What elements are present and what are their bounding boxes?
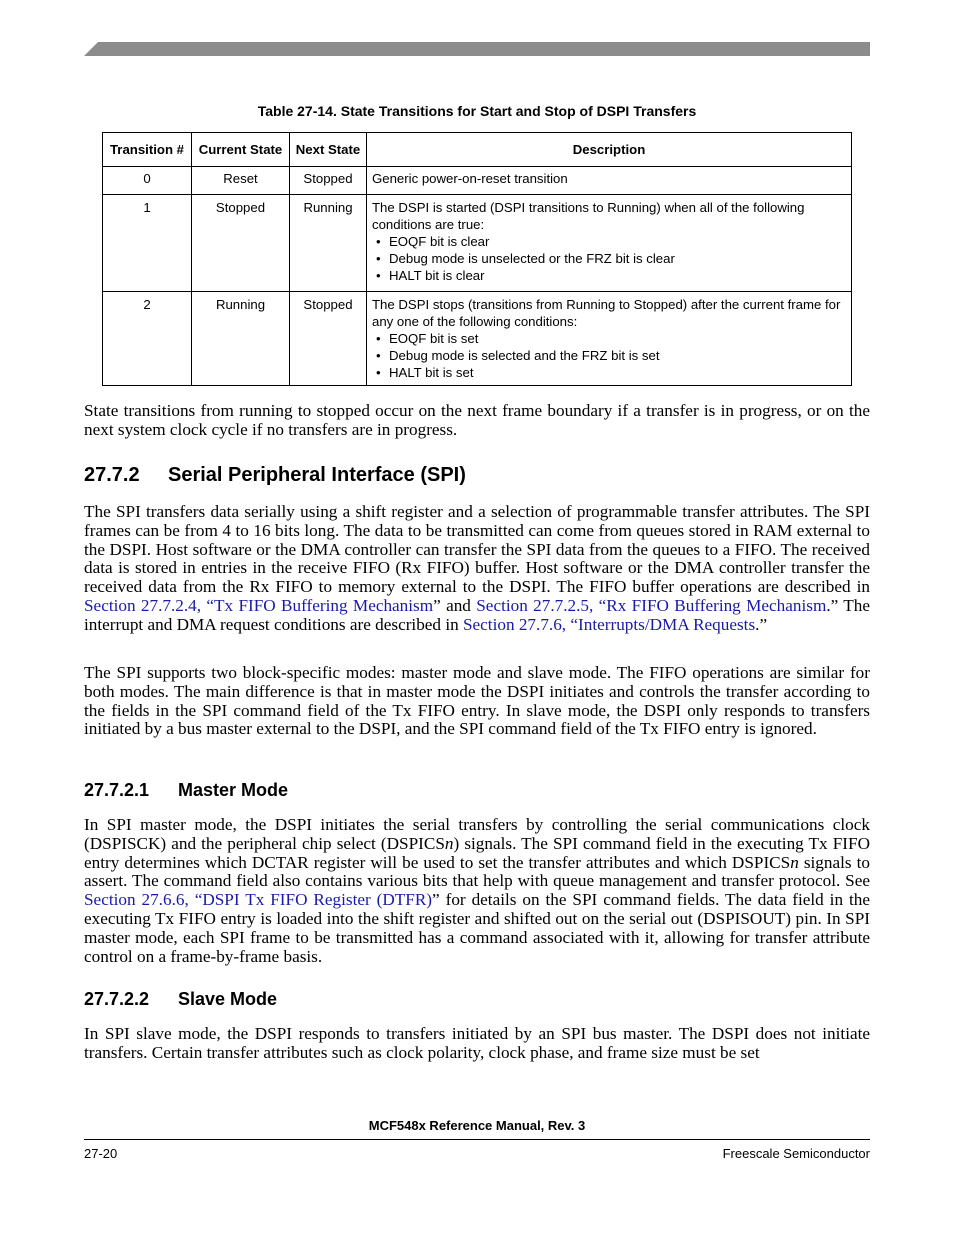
table-row: [103, 167, 852, 195]
cell-description: [367, 292, 852, 386]
spi-text-a: The SPI transfers data serially using a shift register and a selection of programmable transfer attributes. The SPI frames can be from 4 to 16 bits long. The data to be transmitted can come from queues stored in RAM external to the DSPI. Host software or the DMA controller can transfer the SPI data from the queues to a FIFO. The received data is stored in entries in the receive FIFO (Rx FIFO) buffer. Host software or the DMA controller transfer the received data from the Rx FIFO to memory external to the DSPI. The FIFO buffer operations are described in: [84, 502, 870, 597]
condition-list: [372, 330, 846, 381]
cell-current-state: Stopped: [192, 195, 290, 292]
master-text-d: ” for details on the SPI command fields. The data field in the executing Tx FIFO entry is loaded into the shift register and shifted out on the serial out (DSPISOUT) pin. In SPI master mode, each SPI frame to be transmitted has a command associated with it, allowing for transfer attribute control on a frame-by-frame basis.: [84, 890, 870, 966]
cell-transition: 2: [103, 292, 192, 386]
spi-text-c: .” The interrupt and DMA request conditions are described in: [84, 595, 870, 634]
cell-description: [367, 195, 852, 292]
spi-paragraph-1: [84, 503, 870, 635]
header-bar-graphic: [84, 42, 870, 56]
description-text: The DSPI stops (transitions from Running to Stopped) after the current frame for any one of the following conditions:: [372, 297, 841, 329]
cell-next-state: Stopped: [290, 167, 367, 195]
condition-item: • Debug mode is unselected or the FRZ bit is clear: [372, 250, 846, 267]
spi-text-d: .”: [755, 614, 768, 634]
transitions-paragraph: State transitions from running to stopped occur on the next frame boundary if a transfer is in progress, or on the next system clock cycle if no transfers are in progress.: [84, 401, 870, 439]
cell-transition: 0: [103, 167, 192, 195]
condition-item: • EOQF bit is set: [372, 330, 846, 347]
link-interrupts-dma[interactable]: Section 27.7.6, “Interrupts/DMA Requests: [462, 614, 756, 634]
section-number: 27.7.2.1: [84, 780, 150, 800]
table-row: [103, 195, 852, 292]
master-text-a: In SPI master mode, the DSPI initiates the serial transfers by controlling the serial communications clock (DSPISCK) and the peripheral chip select (DSPICS: [84, 815, 870, 853]
section-title: Serial Peripheral Interface (SPI): [168, 464, 466, 486]
cell-current-state: Reset: [192, 167, 290, 195]
section-title: Master Mode: [178, 780, 289, 800]
header-bar: [84, 42, 870, 56]
condition-list: [372, 233, 846, 284]
section-title: Slave Mode: [178, 989, 278, 1009]
section-heading-master-mode: [84, 780, 288, 801]
section-number: 27.7.2: [84, 464, 140, 486]
condition-item: • HALT bit is clear: [372, 267, 846, 284]
footer-company: Freescale Semiconductor: [722, 1146, 870, 1161]
link-tx-fifo-buffering[interactable]: Section 27.7.2.4, “Tx FIFO Buffering Mechanism: [84, 595, 434, 615]
master-text-b: ) signals. The SPI command field in the executing Tx FIFO entry determines which DCTAR register will be used to set the transfer attributes and which DSPICS: [84, 833, 870, 872]
link-rx-fifo-buffering[interactable]: Section 27.7.2.5, “Rx FIFO Buffering Mechanism: [476, 595, 827, 615]
spi-paragraph-2: The SPI supports two block-specific modes: master mode and slave mode. The FIFO operations are similar for both modes. The main difference is that in master mode the DSPI initiates and controls the transfer according to the fields in the SPI command field of the Tx FIFO entry. In slave mode, the DSPI only responds to transfers initiated by a bus master external to the DSPI, and the SPI command field of the Tx FIFO entry is ignored.: [84, 663, 870, 739]
description-text: Generic power-on-reset transition: [372, 171, 568, 186]
footer-divider: [84, 1139, 870, 1140]
header-transition: Transition #: [103, 133, 192, 167]
italic-n: n: [790, 852, 799, 872]
table-header-row: [103, 133, 852, 167]
master-mode-paragraph: [84, 816, 870, 966]
spi-text-b: ” and: [433, 595, 477, 615]
cell-description: [367, 167, 852, 195]
table-row: [103, 292, 852, 386]
link-dspi-tx-fifo-register[interactable]: Section 27.6.6, “DSPI Tx FIFO Register (DTFR): [84, 890, 433, 910]
section-number: 27.7.2.2: [84, 989, 150, 1009]
condition-item: • Debug mode is selected and the FRZ bit is set: [372, 347, 846, 364]
header-next-state: Next State: [290, 133, 367, 167]
cell-current-state: Running: [192, 292, 290, 386]
italic-n: n: [444, 833, 454, 853]
cell-next-state: Running: [290, 195, 367, 292]
condition-item: • HALT bit is set: [372, 364, 846, 381]
condition-item: • EOQF bit is clear: [372, 233, 846, 250]
section-heading-spi: [84, 464, 466, 487]
cell-next-state: Stopped: [290, 292, 367, 386]
section-heading-slave-mode: [84, 989, 277, 1010]
cell-transition: 1: [103, 195, 192, 292]
table-title: Table 27-14. State Transitions for Start and Stop of DSPI Transfers: [257, 103, 697, 119]
description-text: The DSPI is started (DSPI transitions to Running) when all of the following conditions are true:: [372, 200, 805, 232]
page-number: 27-20: [84, 1146, 118, 1161]
state-transition-table: [102, 132, 852, 386]
footer-title: MCF548x Reference Manual, Rev. 3: [368, 1118, 586, 1133]
header-current-state: Current State: [192, 133, 290, 167]
master-text-c: signals to assert. The command field also contains various bits that help with queue management and transfer protocol. See: [84, 852, 870, 891]
slave-mode-paragraph: In SPI slave mode, the DSPI responds to transfers initiated by an SPI bus master. The DSPI does not initiate transfers. Certain transfer attributes such as clock polarity, clock phase, and frame size must be set: [84, 1024, 870, 1062]
header-description: Description: [367, 133, 852, 167]
